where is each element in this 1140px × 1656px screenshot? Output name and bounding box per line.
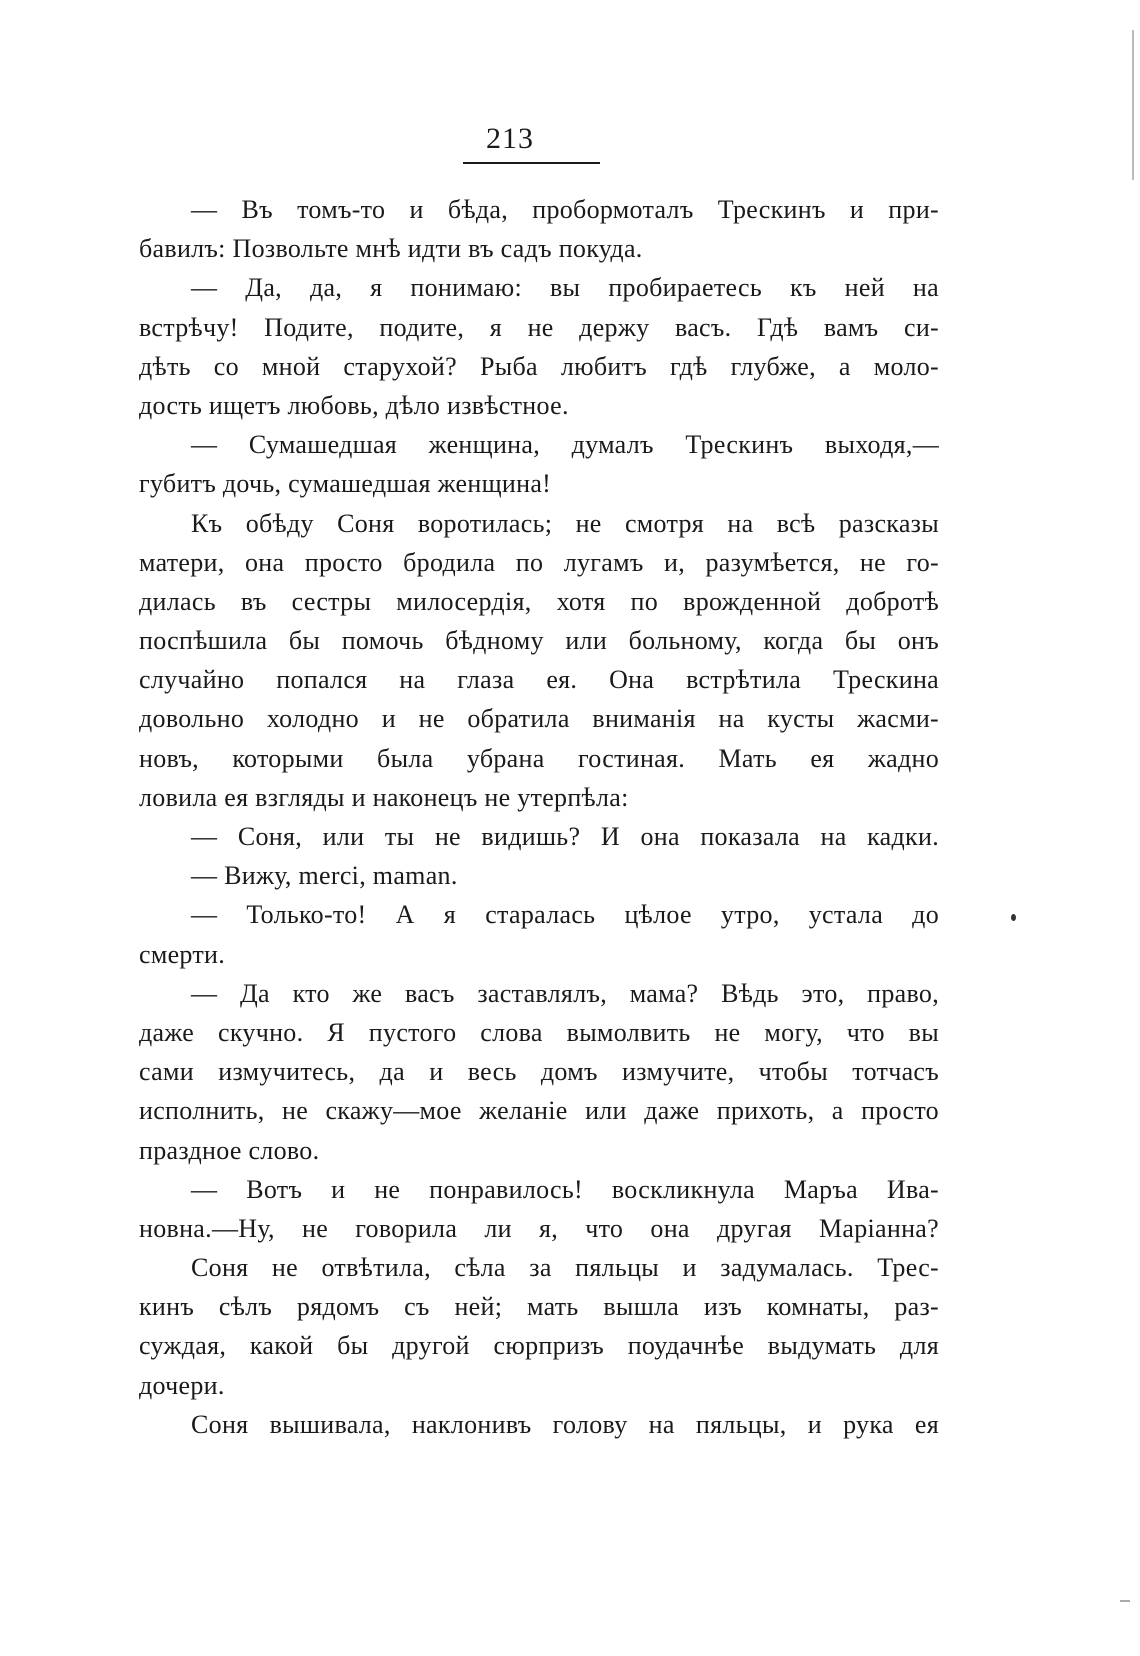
- text-line: дочери.: [139, 1370, 225, 1400]
- text-line: Къ обѣду Соня воротилась; не смотря на всѣ разсказы: [191, 508, 939, 538]
- page-number-rule: [463, 162, 600, 164]
- text-line: сами измучитесь, да и весь домъ измучите, чтобы тотчасъ: [139, 1057, 939, 1087]
- text-line: — Только-то! А я старалась цѣлое утро, устала до: [191, 900, 939, 930]
- text-line: дилась въ сестры милосердія, хотя по врожденной добротѣ: [139, 586, 939, 616]
- text-line: кинъ сѣлъ рядомъ съ ней; мать вышла изъ комнаты, раз-: [139, 1292, 939, 1322]
- text-line: исполнить, не скажу—мое желаніе или даже прихоть, а просто: [139, 1096, 939, 1126]
- text-line: губитъ дочь, сумашедшая женщина!: [139, 469, 552, 499]
- text-line: встрѣчу! Подите, подите, я не держу васъ. Гдѣ вамъ си-: [139, 312, 939, 342]
- text-line: — Да, да, я понимаю: вы пробираетесь къ ней на: [191, 273, 939, 303]
- page-number: 213: [486, 122, 534, 155]
- text-line: ловила ея взгляды и наконецъ не утерпѣла:: [139, 782, 629, 812]
- margin-tick-top: [1132, 30, 1134, 180]
- text-line: довольно холодно и не обратила вниманія на кусты жасми-: [139, 704, 939, 734]
- margin-tick-bottom: [1120, 1600, 1130, 1602]
- text-line: — Да кто же васъ заставлялъ, мама? Вѣдь это, право,: [191, 978, 939, 1008]
- text-line: матери, она просто бродила по лугамъ и, разумѣется, не го-: [139, 547, 939, 577]
- text-line: новна.—Ну, не говорила ли я, что она другая Маріанна?: [139, 1213, 939, 1243]
- text-line: даже скучно. Я пустого слова вымолвить не могу, что вы: [139, 1017, 939, 1047]
- text-line: — Соня, или ты не видишь? И она показала на кадки.: [191, 822, 939, 851]
- text-line: новъ, которыми была убрана гостиная. Мать ея жадно: [139, 743, 939, 773]
- text-line: дость ищетъ любовь, дѣло извѣстное.: [139, 390, 569, 420]
- text-line: суждая, какой бы другой сюрпризъ поудачнѣе выдумать для: [139, 1331, 939, 1361]
- text-line: бавилъ: Позвольте мнѣ идти въ садъ покуда.: [139, 234, 643, 264]
- text-line: Соня вышивала, наклонивъ голову на пяльцы, и рука ея: [191, 1409, 939, 1439]
- body-text: [139, 190, 939, 1444]
- text-line: праздное слово.: [139, 1135, 320, 1165]
- text-line: — Въ томъ-то и бѣда, пробормоталъ Трескинъ и при-: [191, 195, 939, 224]
- text-line: дѣть со мной старухой? Рыба любитъ гдѣ глубже, а моло-: [139, 351, 939, 381]
- text-line: смерти.: [139, 939, 226, 969]
- text-line: — Вижу, merci, maman.: [191, 861, 458, 891]
- text-line: случайно попался на глаза ея. Она встрѣтила Трескина: [139, 665, 939, 695]
- text-line: — Сумашедшая женщина, думалъ Трескинъ выходя,—: [191, 430, 939, 460]
- text-line: поспѣшила бы помочь бѣдному или больному, когда бы онъ: [139, 626, 939, 656]
- text-line: Соня не отвѣтила, сѣла за пяльцы и задумалась. Трес-: [191, 1253, 939, 1283]
- margin-dot: [1011, 914, 1016, 921]
- text-line: — Вотъ и не понравилось! воскликнула Маръа Ива-: [191, 1174, 939, 1204]
